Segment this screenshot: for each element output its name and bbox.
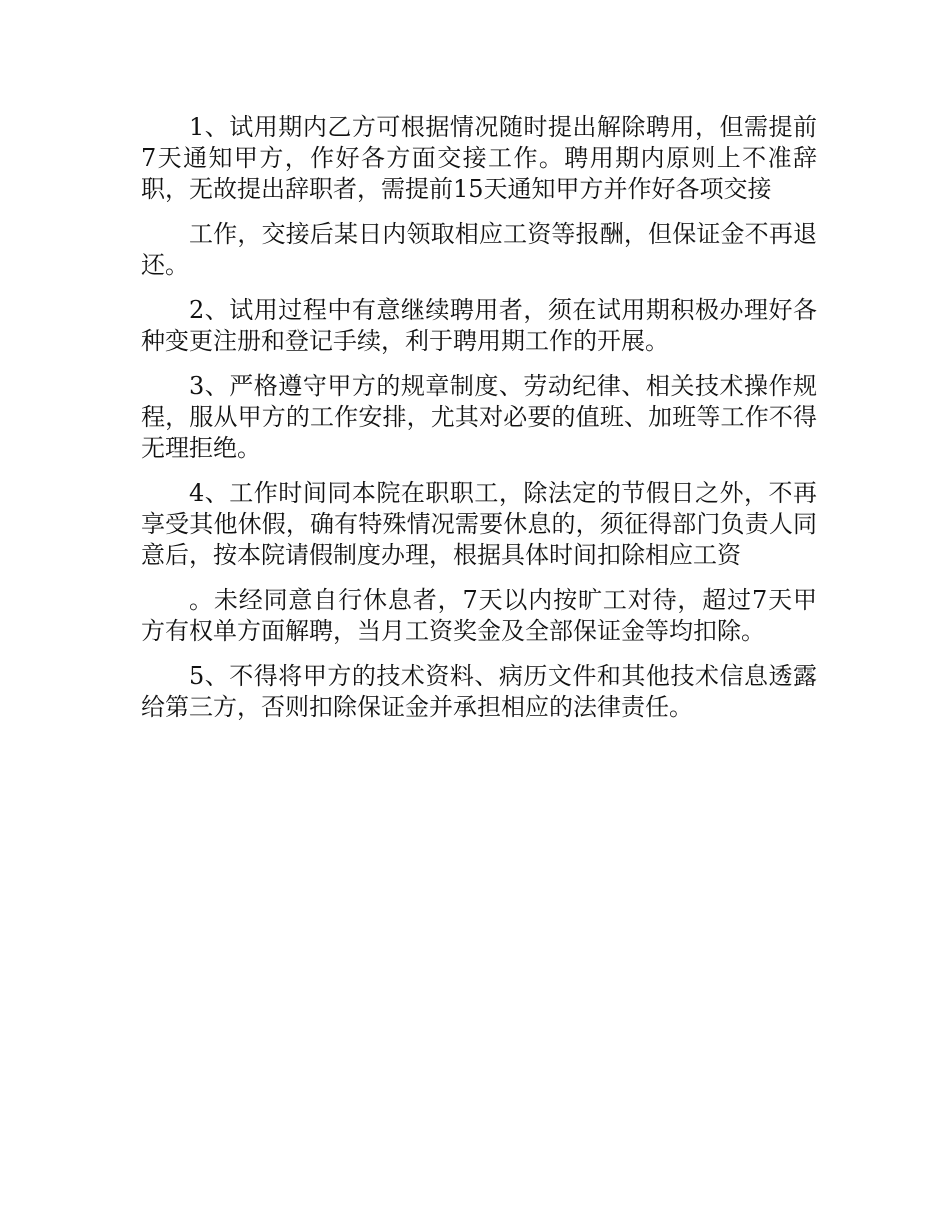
document-body <box>141 112 817 737</box>
paragraph-clause-3: 3、严格遵守甲方的规章制度、劳动纪律、相关技术操作规程，服从甲方的工作安排，尤其对必要的值班、加班等工作不得无理拒绝。 <box>141 372 817 462</box>
paragraph-clause-1: 1、试用期内乙方可根据情况随时提出解除聘用，但需提前7天通知甲方，作好各方面交接工作。聘用期内原则上不准辞职，无故提出辞职者，需提前15天通知甲方并作好各项交接 <box>141 113 817 203</box>
paragraph-clause-1-continued: 工作，交接后某日内领取相应工资等报酬，但保证金不再退还。 <box>141 220 817 279</box>
paragraph-clause-4: 4、工作时间同本院在职职工，除法定的节假日之外，不再享受其他休假，确有特殊情况需要休息的，须征得部门负责人同意后，按本院请假制度办理，根据具体时间扣除相应工资 <box>141 479 817 569</box>
paragraph-clause-2: 2、试用过程中有意继续聘用者，须在试用期积极办理好各种变更注册和登记手续，利于聘用期工作的开展。 <box>141 296 817 355</box>
paragraph-clause-5: 5、不得将甲方的技术资料、病历文件和其他技术信息透露给第三方，否则扣除保证金并承担相应的法律责任。 <box>141 662 817 721</box>
paragraph-clause-4-continued: 。未经同意自行休息者，7天以内按旷工对待，超过7天甲方有权单方面解聘，当月工资奖金及全部保证金等均扣除。 <box>141 586 817 645</box>
